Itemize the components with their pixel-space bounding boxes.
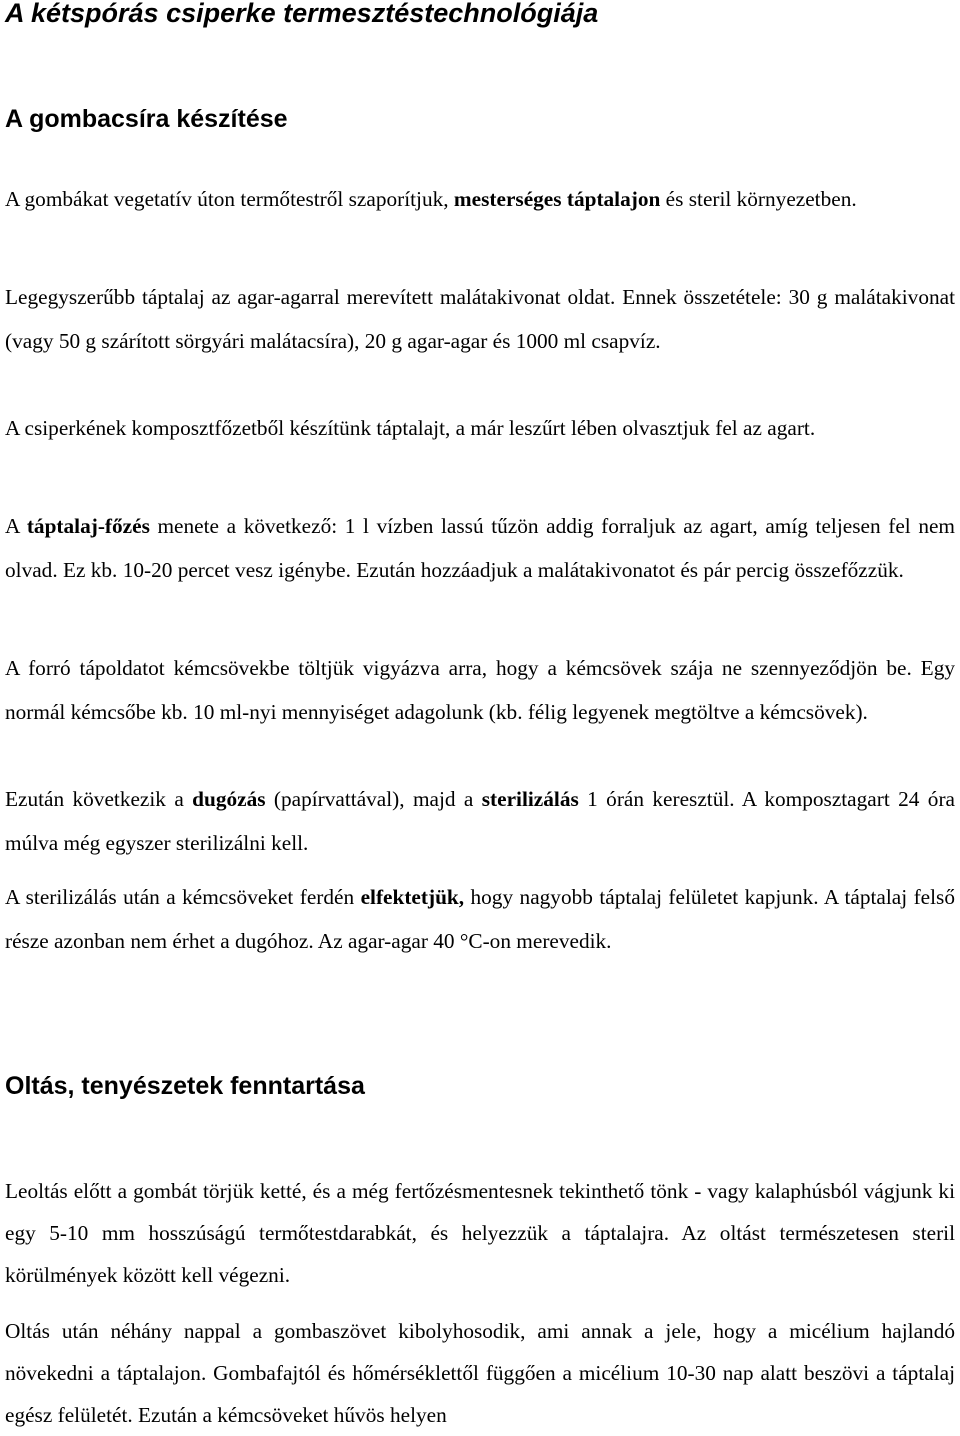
text-span: hogy nagyobb táptalaj felületet kapjunk. A táptalaj felső része azonban nem érhet a dugóhoz. Az agar-agar 40 °C-on merevedik.	[5, 885, 955, 953]
paragraph-taptalaj-fozes	[5, 505, 955, 592]
bold-term: mesterséges táptalajon	[453, 187, 661, 211]
paragraph-vegetativ	[5, 178, 955, 222]
bold-term: elfektetjük,	[360, 885, 465, 909]
text-span: A sterilizálás után a kémcsöveket ferdén	[5, 885, 361, 909]
text-span: Ezután következik a	[5, 787, 193, 811]
section-heading-oltas: Oltás, tenyészetek fenntartása	[5, 1072, 365, 1100]
text-span: A	[5, 514, 27, 538]
paragraph-kemcsovek: A forró tápoldatot kémcsövekbe töltjük vigyázva arra, hogy a kémcsövek szája ne szennyeződjön be. Egy normál kémcsőbe kb. 10 ml-nyi mennyiséget adagolunk (kb. félig legyenek megtöltve a kémcsövek).	[5, 656, 955, 724]
document-title: A kétspórás csiperke termesztéstechnológiája	[5, 0, 599, 28]
section-heading-gombacsira: A gombacsíra készítése	[5, 105, 288, 133]
paragraph-taptalaj-osszetetel: Legegyszerűbb táptalaj az agar-agarral merevített malátakivonat oldat. Ennek összetétele: 30 g malátakivonat (vagy 50 g szárított sörgyári malátacsíra), 20 g agar-agar és 1000 ml csapvíz.	[5, 285, 955, 353]
text-span: (papírvattával), majd a	[265, 787, 482, 811]
bold-term: sterilizálás	[481, 787, 579, 811]
paragraph-leoltas: Leoltás előtt a gombát törjük ketté, és a még fertőzésmentesnek tekinthető tönk - vagy kalaphúsból vágjunk ki egy 5-10 mm hosszúságú termőtestdarabkát, és helyezzük a táptalajra. Az oltást természetesen steril körülmények között kell végezni.	[5, 1179, 955, 1287]
text-span: A gombákat vegetatív úton termőtestről szaporítjuk,	[5, 187, 454, 211]
text-span: 1 órán keresztül. A komposztagart 24 óra múlva még egyszer sterilizálni kell.	[5, 787, 955, 855]
paragraph-komposztfozet: A csiperkének komposztfőzetből készítünk táptalajt, a már leszűrt lében olvasztjuk fel az agart.	[5, 416, 816, 440]
paragraph-sterilizalas	[5, 778, 955, 865]
text-span: és steril környezetben.	[660, 187, 857, 211]
text-span: menete a következő: 1 l vízben lassú tűzön addig forraljuk az agart, amíg teljesen fel nem olvad. Ez kb. 10-20 percet vesz igénybe. Ezután hozzáadjuk a malátakivonatot és pár percig összefőzzük.	[5, 514, 955, 582]
bold-term: dugózás	[192, 787, 266, 811]
paragraph-micelium: Oltás után néhány nappal a gombaszövet kibolyhosodik, ami annak a jele, hogy a micélium hajlandó növekedni a táptalajon. Gombafajtól és hőmérséklettől függően a micélium 10-30 nap alatt beszövi a táptalaj egész felületét. Ezután a kémcsöveket hűvös helyen	[5, 1319, 955, 1427]
paragraph-elfektetes	[5, 876, 955, 963]
bold-term: táptalaj-főzés	[26, 514, 150, 538]
